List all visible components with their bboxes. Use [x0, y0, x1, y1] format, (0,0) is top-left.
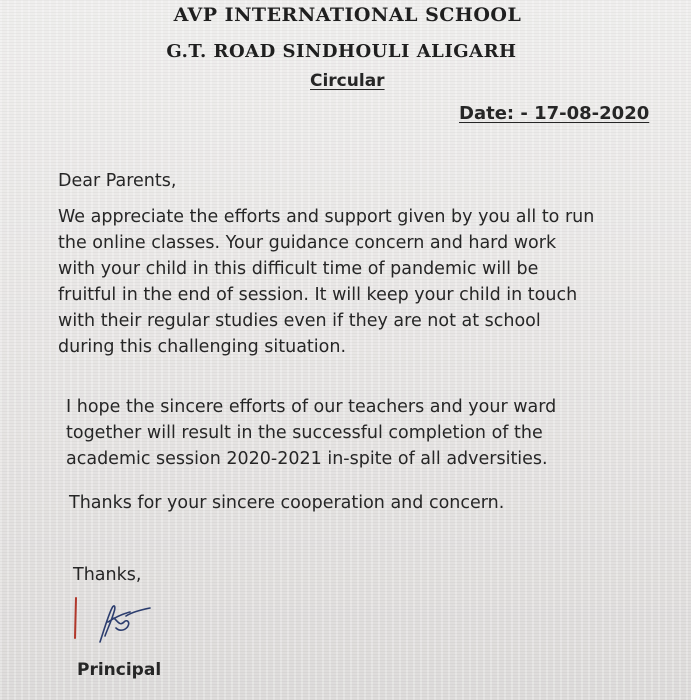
closing: Thanks,	[73, 565, 142, 585]
paragraph-line: I hope the sincere efforts of our teachers and your ward	[66, 397, 557, 417]
paragraph-appreciation	[58, 204, 594, 360]
paragraph-line: academic session 2020-2021 in-spite of all adversities.	[66, 449, 548, 469]
paragraph-line: the online classes. Your guidance concern and hard work	[58, 233, 557, 253]
school-address: G.T. ROAD SINDHOULI ALIGARH	[166, 41, 517, 62]
paragraph-line: We appreciate the efforts and support given by you all to run	[58, 207, 595, 227]
paragraph-line: together will result in the successful completion of the	[66, 423, 543, 443]
circular-heading: Circular	[310, 71, 385, 91]
paragraph-line: during this challenging situation.	[58, 337, 347, 357]
salutation: Dear Parents,	[58, 171, 177, 191]
paragraph-hope	[66, 394, 556, 472]
paragraph-line: fruitful in the end of session. It will keep your child in touch	[58, 285, 578, 305]
signature-icon	[70, 592, 160, 652]
paragraph-line: with your child in this difficult time of pandemic will be	[58, 259, 539, 279]
school-name: AVP INTERNATIONAL SCHOOL	[173, 4, 522, 26]
paragraph-line: Thanks for your sincere cooperation and concern.	[69, 493, 505, 513]
paragraph-line: with their regular studies even if they are not at school	[58, 311, 541, 331]
signer-title: Principal	[77, 660, 162, 680]
circular-date: Date: - 17-08-2020	[459, 103, 650, 124]
paragraph-thanks	[69, 490, 504, 516]
